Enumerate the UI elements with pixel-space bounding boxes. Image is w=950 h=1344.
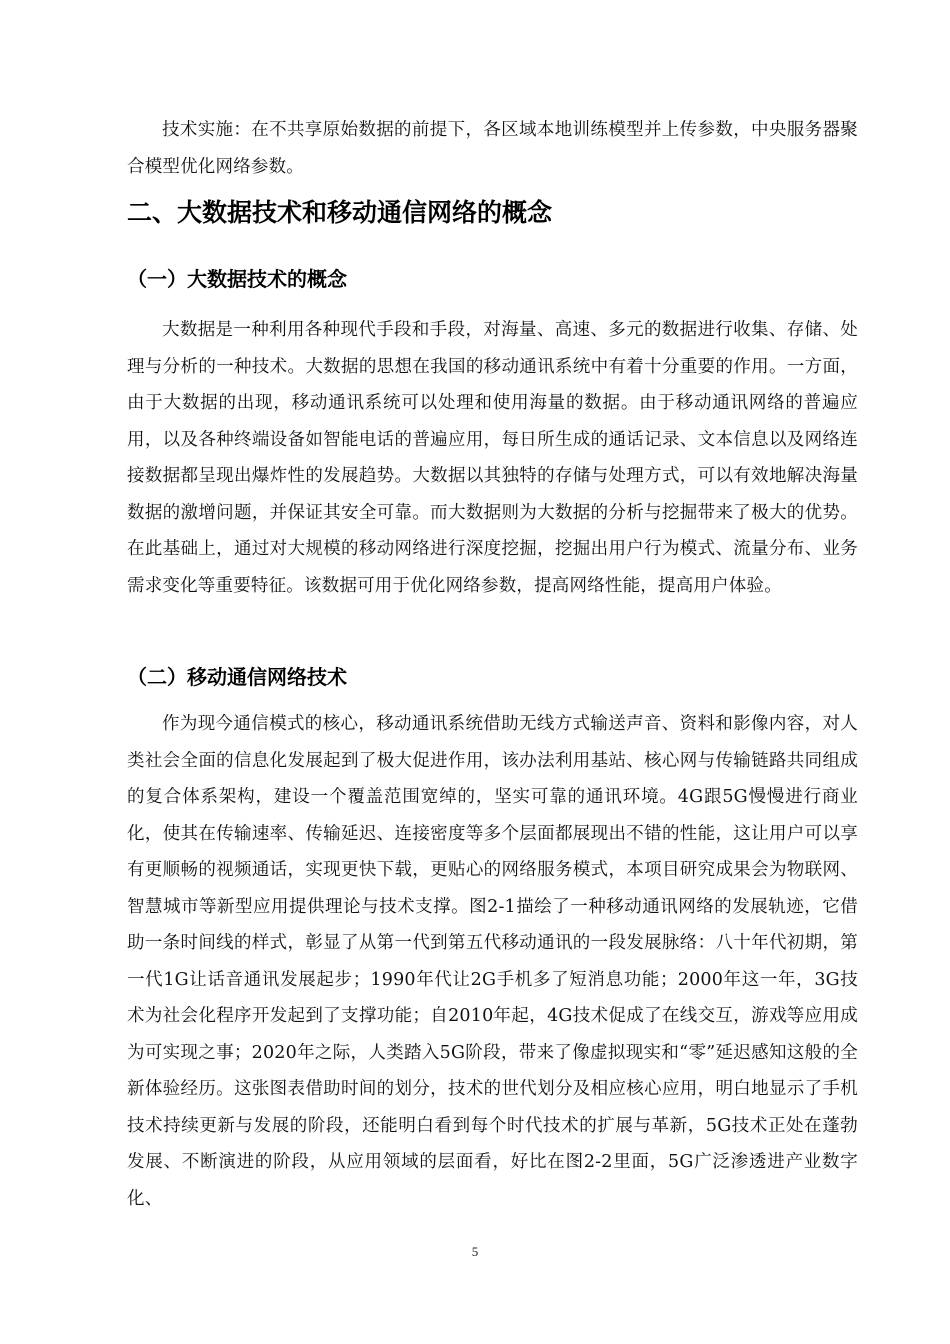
subsection-1-paragraph: 大数据是一种利用各种现代手段和手段，对海量、高速、多元的数据进行收集、存储、处理与分析的一种技术。大数据的思想在我国的移动通讯系统中有着十分重要的作用。一方面，由于大数据的出现，移动通讯系统可以处理和使用海量的数据。由于移动通讯网络的普遍应用，以及各种终端设备如智能电话的普遍应用，每日所生成的通话记录、文本信息以及网络连接数据都呈现出爆炸性的发展趋势。大数据以其独特的存储与处理方式，可以有效地解决海量数据的激增问题，并保证其安全可靠。而大数据则为大数据的分析与挖掘带来了极大的优势。在此基础上，通过对大规模的移动网络进行深度挖掘，挖掘出用户行为模式、流量分布、业务需求变化等重要特征。该数据可用于优化网络参数，提高网络性能，提高用户体验。 [127, 320, 858, 596]
subsection-2-paragraph: 作为现今通信模式的核心，移动通讯系统借助无线方式输送声音、资料和影像内容，对人类社会全面的信息化发展起到了极大促进作用，该办法利用基站、核心网与传输链路共同组成的复合体系架构，建设一个覆盖范围宽绰的，坚实可靠的通讯环境。4G跟5G慢慢进行商业化，使其在传输速率、传输延迟、连接密度等多个层面都展现出不错的性能，这让用户可以享有更顺畅的视频通话，实现更快下载，更贴心的网络服务模式，本项目研究成果会为物联网、智慧城市等新型应用提供理论与技术支撑。图2-1描绘了一种移动通讯网络的发展轨迹，它借助一条时间线的样式，彰显了从第一代到第五代移动通讯的一段发展脉络：八十年代初期，第一代1G让话音通讯发展起步；1990年代让2G手机多了短消息功能；2000年这一年，3G技术为社会化程序开发起到了支撑功能；自2010年起，4G技术促成了在线交互，游戏等应用成为可实现之事；2020年之际，人类踏入5G阶段，带来了像虚拟现实和“零”延迟感知这般的全新体验经历。这张图表借助时间的划分，技术的世代划分及相应核心应用，明白地显示了手机技术持续更新与发展的阶段，还能明白看到每个时代技术的扩展与革新，5G技术正处在蓬勃发展、不断演进的阶段，从应用领域的层面看，好比在图2-2里面，5G广泛渗透进产业数字化、 [127, 714, 858, 1209]
subsection-2-title: （二）移动通信网络技术 [127, 665, 347, 689]
subsection-1-title: （一）大数据技术的概念 [127, 267, 347, 291]
page-number: 5 [471, 1244, 479, 1259]
intro-paragraph: 技术实施：在不共享原始数据的前提下，各区域本地训练模型并上传参数，中央服务器聚合模型优化网络参数。 [127, 120, 858, 177]
section-title: 二、大数据技术和移动通信网络的概念 [127, 198, 553, 227]
